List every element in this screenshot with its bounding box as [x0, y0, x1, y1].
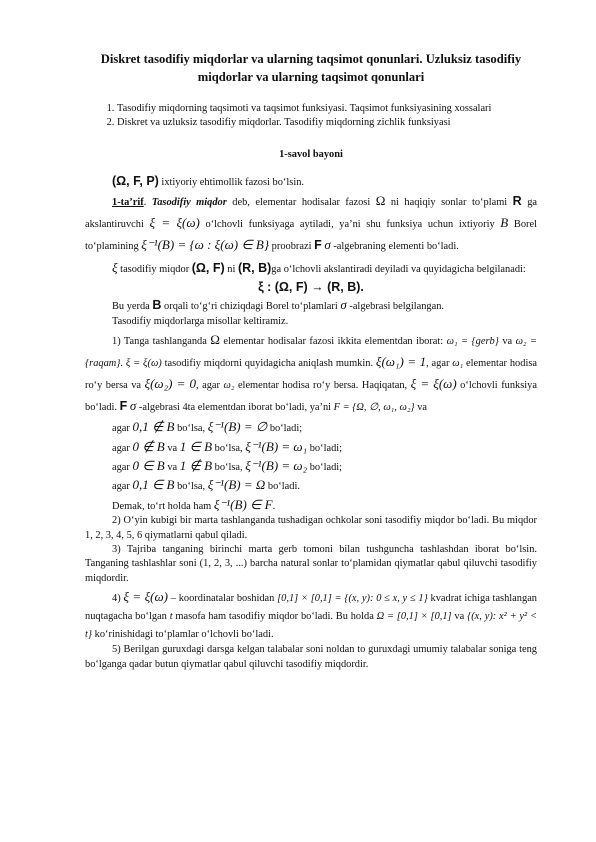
formula-omega-square: Ω = [0,1] × [0,1]: [376, 611, 452, 623]
formula-w1: ω₁ = {gerb}: [446, 335, 499, 347]
formula-mapping: ξ : (Ω, F) → (R, B).: [258, 279, 364, 294]
text: elementar hodisalar fazosi ikkita elementdan iborat:: [219, 335, 447, 347]
case-line-3: [85, 457, 537, 475]
outline-list: [85, 102, 537, 131]
text: elementar hodisa ro‘y bersa. Haqiqatan,: [234, 380, 411, 392]
paragraph-measurable: [85, 257, 537, 279]
paragraph-example-1: [85, 329, 537, 418]
formula-F: F: [119, 399, 128, 414]
formula-case3-result: ξ⁻¹(B) = ω₂: [245, 458, 308, 474]
text: , agar: [426, 357, 453, 369]
formula-preimage: ξ⁻¹(B) = {ω : ξ(ω) ∈ B}: [141, 237, 270, 253]
case-line-2: [85, 438, 537, 456]
text: bo‘ladi;: [307, 442, 343, 454]
formula-case3-cond-a: 0 ∈ B: [132, 458, 165, 474]
case-line-4: [85, 476, 537, 494]
text: .: [272, 500, 276, 512]
text: – koordinatalar boshidan: [167, 592, 278, 604]
paragraph-example-2: 2) O‘yin kubigi bir marta tashlanganda tushadigan ochkolar soni tasodifiy miqdor bo‘ladi. Bu miqdor 1, 2, 3, 4, 5, 6 qiymatlarni qabul qiladi.: [85, 515, 537, 541]
text: bo‘lsa,: [212, 442, 246, 454]
text: , agar: [196, 380, 224, 392]
formula-sigma: σ: [129, 398, 137, 414]
formula-F-set: F = {Ω, ∅, ω₁, ω₂}: [333, 402, 415, 414]
formula-xi-def: ξ = ξ(ω): [410, 376, 457, 392]
formula-F: F: [314, 238, 322, 253]
formula-B: B: [500, 215, 509, 231]
text: va: [414, 402, 427, 414]
text: Bu yerda: [112, 301, 153, 313]
formula-xi: ξ: [112, 259, 118, 275]
paragraph-example-5: 5) Berilgan guruxdagi darsga kelgan talabalar soni noldan to guruxdagi umumiy talabalar soniga teng bo‘lganga qadar butun qiymatlar qabul qiluvchi tasodifiy miqdordir.: [85, 644, 537, 670]
text: ni: [224, 263, 238, 275]
text: -algebrasi 4ta elementdan iborat bo‘ladi, ya’ni: [136, 402, 334, 414]
formula-case4-cond: 0,1 ∈ B: [132, 477, 175, 493]
formula-case4-result: ξ⁻¹(B) = Ω: [207, 477, 266, 493]
text: bo‘ladi;: [267, 423, 303, 435]
formula-case1-result: ξ⁻¹(B) = ∅: [207, 419, 268, 435]
text: va: [451, 611, 468, 623]
text: va: [498, 335, 516, 347]
formula-conclusion: ξ⁻¹(B) ∈ F: [213, 496, 273, 512]
text: bo‘ladi;: [307, 462, 343, 474]
formula-w2-symbol: ω₂: [223, 380, 235, 392]
formula-omega: Ω: [375, 192, 386, 208]
text: tasodifiy miqdor: [117, 263, 192, 275]
formula-case1-cond: 0,1 ∉ B: [132, 419, 175, 435]
text: -algebraning elementi bo‘ladi.: [330, 241, 459, 253]
outline-item: 1. Tasodifiy miqdorning taqsimoti va taqsimot funksiyasi. Taqsimot funksiyasining xossalari: [117, 102, 537, 116]
text: ga akslantiruvchi: [85, 196, 537, 231]
text: proobrazi: [269, 241, 315, 253]
text: bo‘ladi.: [265, 481, 300, 493]
formula-disk: {(x, y): x² + y² < t}: [85, 611, 537, 640]
conclusion-line: [85, 496, 537, 514]
text: agar: [112, 423, 133, 435]
outline-item: 2. Diskret va uzluksiz tasodifiy miqdorlar. Tasodifiy miqdorning zichlik funksiyasi: [117, 116, 537, 130]
case-line-1: [85, 418, 537, 436]
formula-case2-result: ξ⁻¹(B) = ω₁: [245, 438, 308, 454]
text: agar: [112, 462, 133, 474]
definition-label: 1-ta’rif: [112, 196, 144, 208]
definition-term: Tasodifiy miqdor: [151, 196, 227, 208]
formula-sigma: σ: [324, 237, 331, 253]
formula-ex4-xi: ξ = ξ(ω): [123, 588, 168, 604]
section-title: 1-savol bayoni: [279, 149, 343, 161]
document-title: Diskret tasodifiy miqdorlar va ularning taqsimot qonunlari. Uzluksiz tasodifiy miqdorlar va ularning taqsimot qonunlari: [100, 52, 522, 85]
paragraph-example-4: [85, 586, 537, 643]
text: va: [164, 462, 180, 474]
formula-case3-cond-b: 1 ∉ B: [179, 458, 213, 474]
text: bo‘lsa,: [174, 481, 208, 493]
formula-case2-cond-b: 1 ∈ B: [179, 438, 213, 454]
text: tasodifiy miqdorni quyidagicha aniqlash mumkin.: [161, 357, 376, 369]
text: ko‘rinishidagi to‘plamlar o‘lchovli bo‘ladi.: [92, 628, 274, 640]
text: 1) Tanga tashlanganda: [112, 335, 211, 347]
paragraph-example-3: 3) Tajriba tanganing birinchi marta gerb tomoni bilan tushguncha tashlashdan iborat bo‘lsin. Tanganing tashlashlar soni (1, 2, 3, ...) barcha natural sonlar to‘plamidan qiymatlar qabul qiluvchi tasodifiy miqdordir.: [85, 543, 537, 584]
text: elementar hodisa ro‘y bersa va: [85, 357, 537, 392]
formula-w1-symbol: ω₁: [452, 357, 464, 369]
text: bo‘lsa,: [212, 462, 246, 474]
formula-R: R: [512, 193, 522, 208]
text: orqali to‘g‘ri chiziqdagi Borel to‘plamlari: [161, 301, 341, 313]
text: o‘lchovli funksiyaga aytiladi, ya’ni shu funksiya uchun ixtiyoriy: [199, 219, 501, 231]
formula-borel-B: B: [152, 298, 162, 313]
text: masofa ham tasodifiy miqdor bo‘ladi. Bu holda: [172, 611, 377, 623]
text: Demak, to‘rt holda ham: [112, 500, 214, 512]
text: -algebrasi belgilangan.: [346, 301, 444, 313]
formula-prob-space: (Ω, F, P): [112, 173, 159, 188]
formula-omega: Ω: [210, 331, 220, 347]
formula-xi-def: ξ = ξ(ω): [149, 215, 200, 231]
formula-xi-eq: . ξ = ξ(ω): [120, 357, 162, 369]
formula-w2: ω₂ = {raqam}: [85, 335, 538, 369]
text: agar: [112, 481, 133, 493]
formula-unit-square: [0,1] × [0,1] = {(x, y): 0 ≤ x, y ≤ 1}: [277, 592, 428, 604]
paragraph-examples-intro: Tasodifiy miqdorlarga misollar keltiramiz.: [112, 315, 289, 327]
text: ga o‘lchovli akslantiradi deyiladi va quyidagicha belgilanadi:: [271, 263, 526, 275]
text: ixtiyoriy ehtimollik fazosi bo‘lsin.: [158, 176, 304, 188]
paragraph-definition: 1-ta’rif. Tasodifiy miqdor deb, elementar hodisalar fazosi Ω ni haqiqiy sonlar to‘plami R ga akslantiruvchi ξ = ξ(ω) o‘lchovli funksiyaga aytiladi, ya’ni shu funksiya uchun ixtiyoriy B Borel to‘plamining ξ⁻¹(B) = {ω : ξ(ω) ∈ B} proobrazi F σ -algebraning elementi bo‘ladi.: [85, 192, 537, 253]
text: kvadrat ichiga tashlangan nuqtagacha bo‘lgan: [85, 592, 537, 623]
formula-pair-RB: (R, B): [237, 260, 272, 275]
text: bo‘lsa,: [174, 423, 208, 435]
formula-xi-w1: ξ(ω₁) = 1: [375, 353, 427, 369]
text: ni haqiqiy sonlar to‘plami: [385, 196, 513, 208]
document-body: [85, 50, 537, 672]
text: deb, elementar hodisalar fazosi: [226, 196, 376, 208]
text: va: [164, 442, 180, 454]
formula-pair-OF: (Ω, F): [191, 260, 225, 275]
paragraph-space: [85, 173, 537, 190]
formula-sigma: σ: [340, 297, 347, 313]
paragraph-borel: [85, 296, 537, 314]
text: o‘lchovli funksiya bo‘ladi.: [85, 380, 537, 414]
text: 4): [112, 592, 124, 604]
formula-xi-w2: ξ(ω₂) = 0: [144, 376, 197, 392]
text: Borel to‘plamining: [85, 219, 537, 253]
text: agar: [112, 442, 133, 454]
formula-mapping-line: [85, 279, 537, 296]
formula-case2-cond-a: 0 ∉ B: [132, 438, 165, 454]
variable-t: t: [169, 611, 173, 623]
